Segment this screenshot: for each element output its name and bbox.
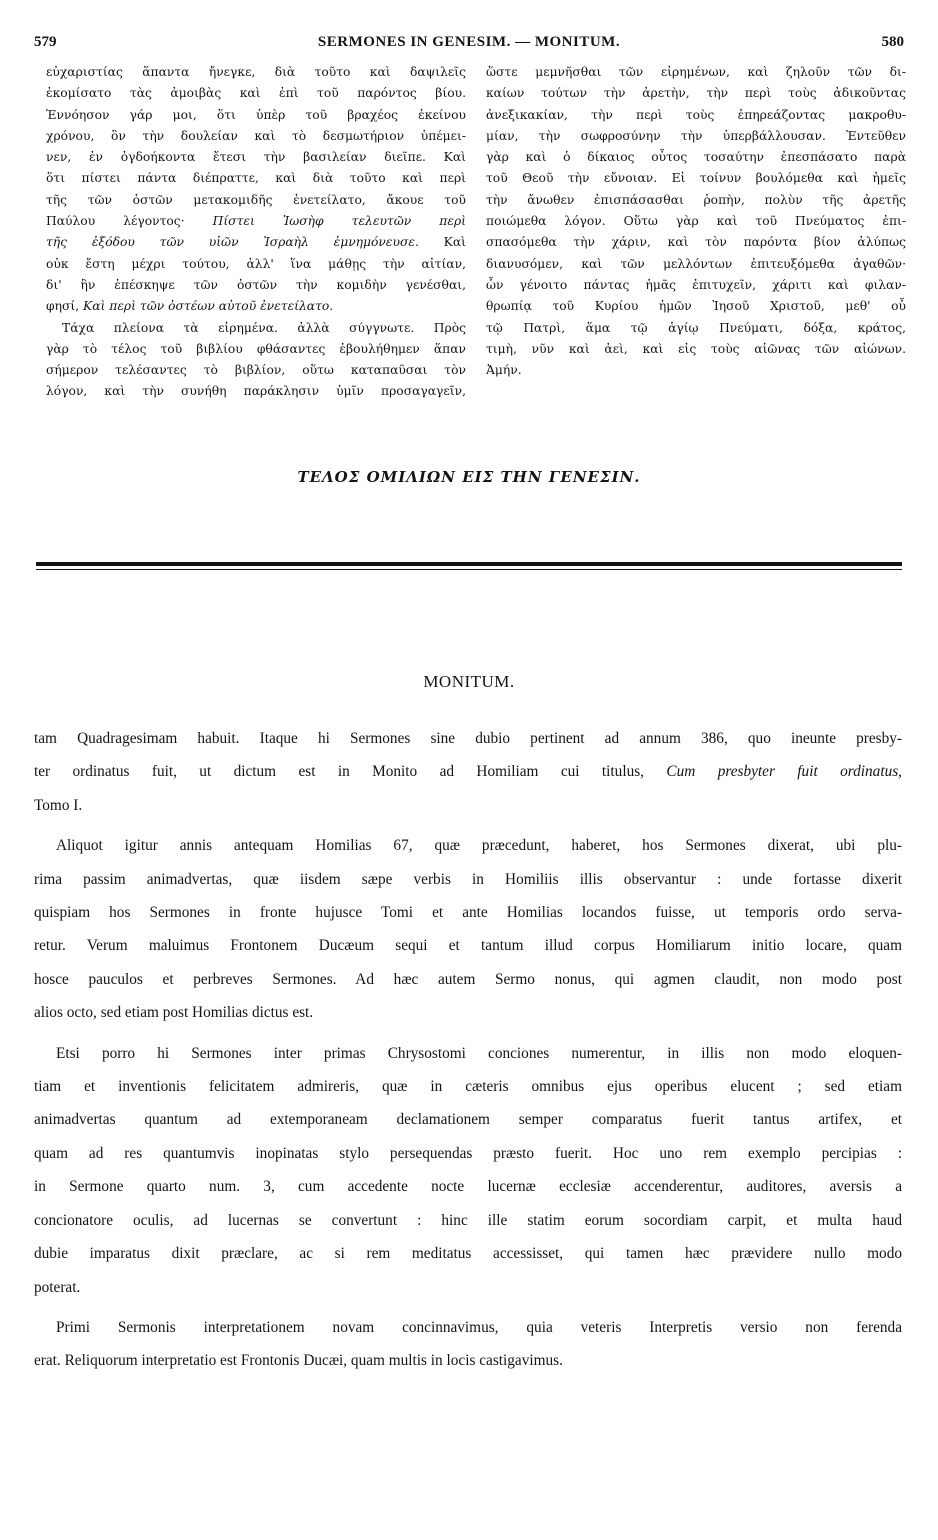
text-line: νεν, ἐν ὀγδοήκοντα ἔτεσι τὴν βασιλείαν διεῖπε. Καὶ <box>46 150 466 165</box>
text-line: τῆς τῶν ὀστῶν μετακομιδῆς ἐνετείλατο, ἄκουε τοῦ <box>46 192 466 207</box>
text-fragment: Παύλου λέγοντος· <box>46 214 185 229</box>
scripture-quote: τῆς ἐξόδου τῶν υἱῶν Ἰσραὴλ ἐμνημόνευσε. <box>46 235 419 250</box>
text-line: σπασόμεθα τὴν χάριν, καὶ τὸν παρόντα βίον ἀλύπως <box>486 235 906 250</box>
text-line <box>46 232 466 253</box>
text-line: ποιώμεθα λόγον. Οὕτω γὰρ καὶ τοῦ Πνεύματος ἐπι- <box>486 214 906 229</box>
text-line: dubie imparatus dixit præclare, ac si rem meditatus accessisset, qui tamen hæc prævidere nullo modo <box>34 1245 902 1263</box>
text-line: alios octo, sed etiam post Homilias dictus est. <box>34 1004 314 1022</box>
text-line: τιμὴ, νῦν καὶ ἀεὶ, καὶ εἰς τοὺς αἰῶνας τῶν αἰώνων. <box>486 341 906 356</box>
text-line: γὰρ καὶ ὁ δίκαιος οὗτος τοσαύτην ἐπεσπάσατο παρὰ <box>486 150 906 165</box>
text-line: μίαν, τὴν σωφροσύνην τὴν ὑπερβάλλουσαν. Ἐντεῦθεν <box>486 128 906 143</box>
text-line: tam Quadragesimam habuit. Itaque hi Sermones sine dubio pertinent ad annum 386, quo ineunte presby- <box>34 730 902 747</box>
text-line: Etsi porro hi Sermones inter primas Chrysostomi conciones numerentur, in illis non modo eloquen- <box>56 1044 902 1062</box>
text-line: ὧν γένοιτο πάντας ἡμᾶς ἐπιτυχεῖν, χάριτι καὶ φιλαν- <box>486 277 906 292</box>
text-line: τῷ Πατρὶ, ἅμα τῷ ἁγίῳ Πνεύματι, δόξα, κράτος, <box>486 320 906 335</box>
text-line: τὴν ἄνωθεν ἐπισπάσασθαι ῥοπὴν, πολὺν τῆς ἀρετῆς <box>486 192 906 207</box>
running-head <box>34 34 904 56</box>
scripture-quote: Πίστει Ἰωσὴφ τελευτῶν περὶ <box>212 214 466 229</box>
text-line: λόγον, καὶ τὴν συνήθη παράκλησιν ὑμῖν προσαγαγεῖν, <box>46 384 466 399</box>
text-line: quispiam hos Sermones in fronte hujusce Tomi et ante Homilias locandos fuisse, ut temporis ordo serva- <box>34 904 902 922</box>
text-line: ὥστε μεμνῆσθαι τῶν εἰρημένων, καὶ ζηλοῦν τῶν δι- <box>486 65 906 79</box>
latin-paragraph <box>34 722 902 822</box>
text-line: Tomo I. <box>34 796 83 814</box>
text-line: Τάχα πλείονα τὰ εἰρημένα. ἀλλὰ σύγγνωτε. Πρὸς <box>62 320 466 335</box>
text-line: θρωπίᾳ τοῦ Κυρίου ἡμῶν Ἰησοῦ Χριστοῦ, μεθ' οὗ <box>486 299 906 314</box>
greek-paragraph <box>46 318 466 403</box>
text-line: tiam et inventionis felicitatem admireris, quæ in cæteris omnibus ejus operibus elucent ; sed etiam <box>34 1078 902 1096</box>
text-line: ὅτι πίστει πάντα διέπραττε, καὶ διὰ τοῦτο καὶ περὶ <box>46 171 466 186</box>
text-line: animadvertas quantum ad extemporaneam declamationem semper comparatus fuerit tantus artifex, et <box>34 1111 902 1129</box>
text-fragment: Καὶ <box>443 235 466 250</box>
text-line: Primi Sermonis interpretationem novam concinnavimus, quia veteris Interpretis versio non ferenda <box>56 1318 902 1336</box>
text-line: quam ad res quantumvis inopinatas stylo persequendas præsto fuerit. Hoc uno rem exemplo percipias : <box>34 1144 902 1162</box>
text-line: σήμερον τελέσαντες τὸ βιβλίον, οὕτω καταπαῦσαι τὸν <box>46 363 466 378</box>
text-line: poterat. <box>34 1278 81 1296</box>
latin-paragraph <box>34 829 902 1029</box>
page-number-left: 579 <box>34 34 57 50</box>
greek-paragraph <box>486 62 906 381</box>
greek-paragraph <box>46 62 466 318</box>
text-fragment: ter ordinatus fuit, ut dictum est in Monito ad Homiliam cui titulus, <box>34 763 645 781</box>
text-line: Ἀμήν. <box>486 363 522 378</box>
text-line: in Sermone quarto num. 3, cum accedente nocte lucernæ ecclesiæ accenderentur, auditores, aversis a <box>34 1178 902 1196</box>
text-line: δι' ἣν ἐπέσκηψε τῶν ὀστῶν τὴν κομιδὴν γενέσθαι, <box>46 277 466 292</box>
text-line: hosce pauculos et perbreves Sermones. Ad hæc autem Sermo nonus, qui agmen claudit, non modo post <box>34 970 902 988</box>
text-line: οὐκ ἔστη μέχρι τούτου, ἀλλ' ἵνα μάθῃς τὴν αἰτίαν, <box>46 256 466 271</box>
text-line: rima passim animadvertas, quæ iisdem sæpe verbis in Homiliis illis observantur : unde fortasse dixerit <box>34 870 902 888</box>
text-line <box>46 296 466 317</box>
text-fragment: φησί, <box>46 299 80 314</box>
monitum-heading: MONITUM. <box>423 672 515 691</box>
latin-paragraph <box>34 1311 902 1378</box>
text-line: καίων τούτων τὴν ἀρετὴν, τὴν περὶ τοὺς ἀδικοῦντας <box>486 86 906 101</box>
latin-body <box>34 722 902 1385</box>
section-divider-thin <box>36 569 902 570</box>
text-line: Ἐννόησον γάρ μοι, ὅτι ὑπὲρ τοῦ βραχέος ἐκείνου <box>46 107 466 122</box>
text-line: ἐκομίσατο τὰς ἀμοιβὰς καὶ ἐπὶ τοῦ παρόντος βίου. <box>46 86 466 101</box>
text-line <box>46 211 466 232</box>
text-line: χρόνου, ὃν τὴν δουλείαν καὶ τὸ δεσμωτήριον ὑπέμει- <box>46 128 466 143</box>
page-number-right: 580 <box>881 34 904 50</box>
greek-column-right <box>486 62 906 381</box>
section-divider-thick <box>36 562 902 566</box>
greek-column-left <box>46 62 466 403</box>
scripture-quote: Καὶ περὶ τῶν ὀστέων αὐτοῦ ἐνετείλατο. <box>83 299 334 314</box>
end-of-homilies-title: ΤΕΛΟΣ ΟΜΙΛΙΩΝ ΕΙΣ ΤΗΝ ΓΕΝΕΣΙΝ. <box>297 468 641 486</box>
text-line: ἀνεξικακίαν, τὴν περὶ τοὺς ἐπηρεάζοντας μακροθυ- <box>486 107 906 122</box>
text-line <box>34 755 902 788</box>
text-line: εὐχαριστίας ἅπαντα ἤνεγκε, διὰ τοῦτο καὶ δαψιλεῖς <box>46 65 466 79</box>
text-line: τοῦ Θεοῦ τὴν εὔνοιαν. Εἰ τοίνυν βουλόμεθα καὶ ἡμεῖς <box>486 171 906 186</box>
latin-paragraph <box>34 1037 902 1304</box>
text-line: retur. Verum maluimus Frontonem Ducæum sequi et tantum illud corpus Homiliarum initio locare, quam <box>34 937 902 955</box>
text-line: γὰρ τὸ τέλος τοῦ βιβλίου φθάσαντες ἐβουλήθημεν ἅπαν <box>46 341 466 356</box>
running-title: SERMONES IN GENESIM. — MONITUM. <box>317 34 621 50</box>
title-citation: Cum presbyter fuit ordinatus, <box>666 763 902 781</box>
text-line: διανυσόμεν, καὶ τῶν μελλόντων ἐπιτευξόμεθα ἀγαθῶν· <box>486 256 906 271</box>
text-line: concionatore oculis, ad lucernas se convertunt : hinc ille statim eorum socordiam carpit, et multa haud <box>34 1211 902 1229</box>
text-line: erat. Reliquorum interpretatio est Frontonis Ducæi, quam multis in locis castigavimus. <box>34 1352 563 1370</box>
text-line: Aliquot igitur annis antequam Homilias 67, quæ præcedunt, haberet, hos Sermones dixerat, ubi plu- <box>56 837 902 855</box>
